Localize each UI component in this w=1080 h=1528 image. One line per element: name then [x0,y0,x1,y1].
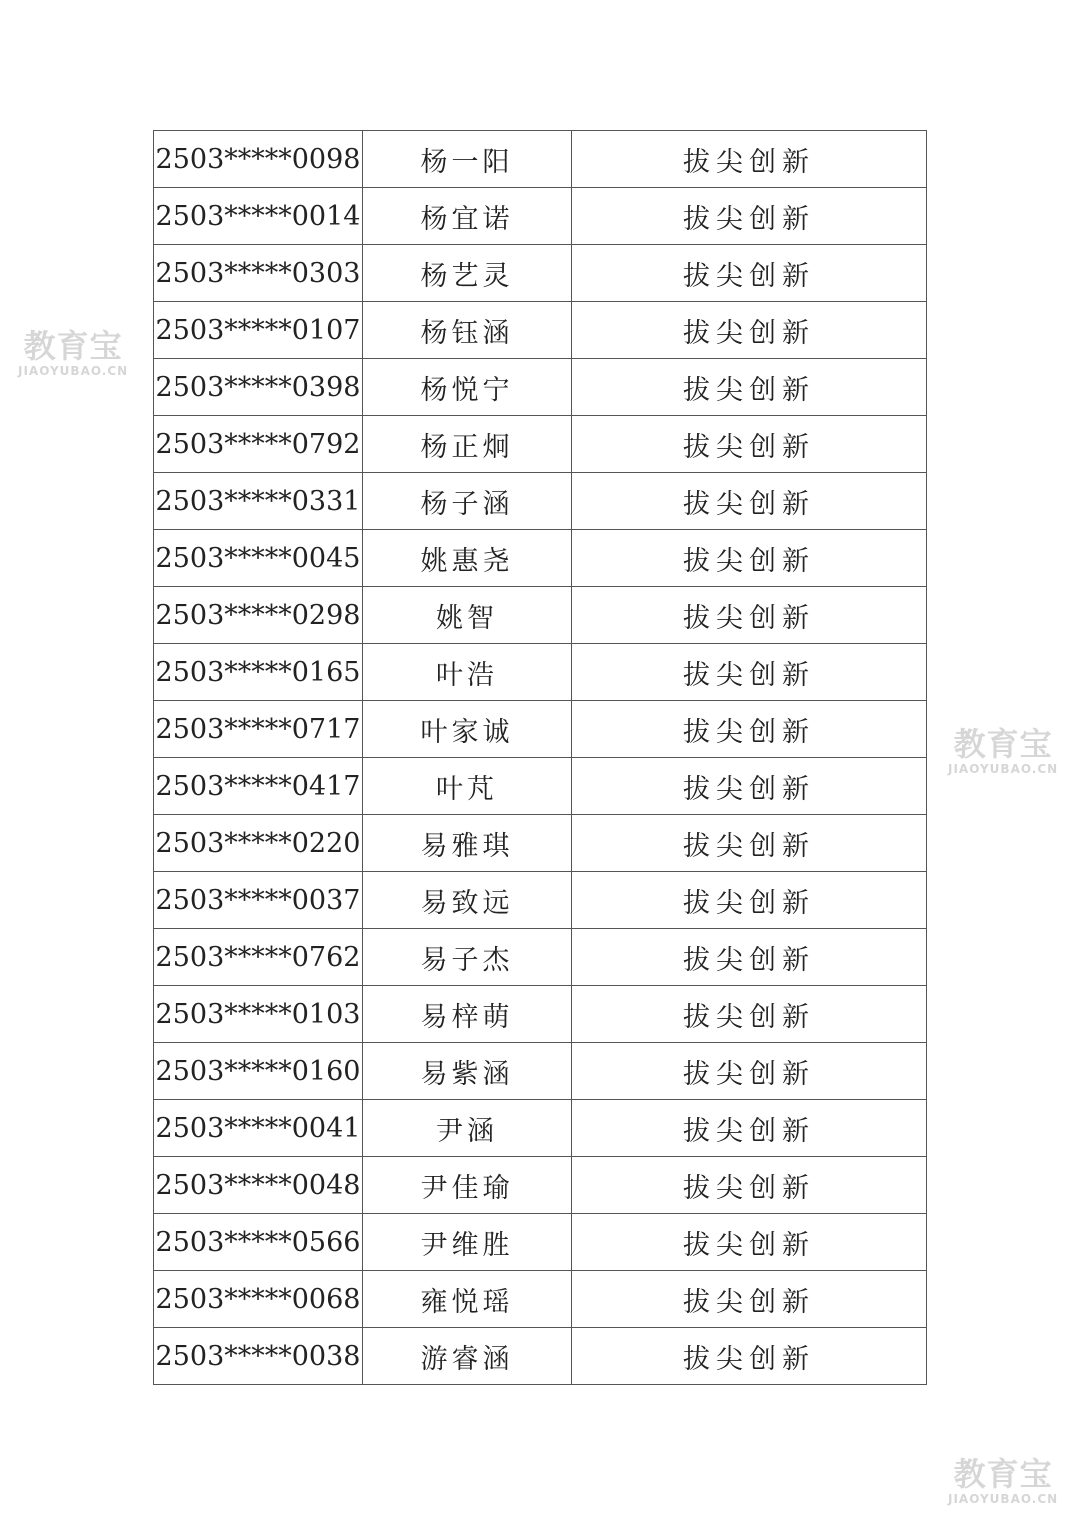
table-row [154,473,927,530]
table-row [154,530,927,587]
student-name-cell: 杨宜诺 [363,188,572,245]
category-cell: 拔尖创新 [572,1328,927,1385]
student-id-cell: 2503*****0398 [154,359,363,416]
category-cell: 拔尖创新 [572,1043,927,1100]
student-list-table [153,130,927,1385]
student-id-cell: 2503*****0014 [154,188,363,245]
student-id-cell: 2503*****0566 [154,1214,363,1271]
student-id-cell: 2503*****0717 [154,701,363,758]
table-row [154,872,927,929]
watermark-domain: JIAOYUBAO.CN [18,364,129,378]
student-id-cell: 2503*****0762 [154,929,363,986]
table-row [154,1271,927,1328]
category-cell: 拔尖创新 [572,1271,927,1328]
watermark-domain: JIAOYUBAO.CN [948,762,1059,776]
watermark-logo [948,1455,1059,1506]
student-id-cell: 2503*****0165 [154,644,363,701]
student-name-cell: 易紫涵 [363,1043,572,1100]
student-name-cell: 尹涵 [363,1100,572,1157]
category-cell: 拔尖创新 [572,188,927,245]
category-cell: 拔尖创新 [572,815,927,872]
table-row [154,815,927,872]
student-name-cell: 游睿涵 [363,1328,572,1385]
student-name-cell: 尹佳瑜 [363,1157,572,1214]
category-cell: 拔尖创新 [572,530,927,587]
student-id-cell: 2503*****0160 [154,1043,363,1100]
watermark-text: 教育宝 [23,327,123,365]
student-id-cell: 2503*****0417 [154,758,363,815]
watermark-text: 教育宝 [953,1455,1053,1493]
category-cell: 拔尖创新 [572,473,927,530]
student-id-cell: 2503*****0220 [154,815,363,872]
student-name-cell: 杨正炯 [363,416,572,473]
student-id-cell: 2503*****0107 [154,302,363,359]
watermark-logo [948,725,1059,776]
student-name-cell: 姚智 [363,587,572,644]
table-row [154,1328,927,1385]
student-name-cell: 杨悦宁 [363,359,572,416]
table-row [154,701,927,758]
category-cell: 拔尖创新 [572,587,927,644]
student-name-cell: 叶芃 [363,758,572,815]
category-cell: 拔尖创新 [572,1214,927,1271]
table-row [154,929,927,986]
table-row [154,188,927,245]
watermark-logo [18,327,129,378]
student-name-cell: 杨一阳 [363,131,572,188]
category-cell: 拔尖创新 [572,359,927,416]
student-id-cell: 2503*****0303 [154,245,363,302]
student-name-cell: 杨子涵 [363,473,572,530]
table-row [154,644,927,701]
table-row [154,986,927,1043]
category-cell: 拔尖创新 [572,644,927,701]
student-name-cell: 易致远 [363,872,572,929]
category-cell: 拔尖创新 [572,1157,927,1214]
category-cell: 拔尖创新 [572,302,927,359]
category-cell: 拔尖创新 [572,701,927,758]
table-row [154,1043,927,1100]
category-cell: 拔尖创新 [572,929,927,986]
student-id-cell: 2503*****0298 [154,587,363,644]
category-cell: 拔尖创新 [572,758,927,815]
watermark-text: 教育宝 [953,725,1053,763]
table-row [154,302,927,359]
student-name-cell: 易雅琪 [363,815,572,872]
table-row [154,131,927,188]
student-id-cell: 2503*****0045 [154,530,363,587]
student-id-cell: 2503*****0048 [154,1157,363,1214]
category-cell: 拔尖创新 [572,245,927,302]
student-id-cell: 2503*****0041 [154,1100,363,1157]
student-id-cell: 2503*****0331 [154,473,363,530]
category-cell: 拔尖创新 [572,131,927,188]
student-id-cell: 2503*****0098 [154,131,363,188]
student-id-cell: 2503*****0068 [154,1271,363,1328]
student-name-cell: 叶浩 [363,644,572,701]
student-name-cell: 易子杰 [363,929,572,986]
student-name-cell: 尹维胜 [363,1214,572,1271]
student-id-cell: 2503*****0103 [154,986,363,1043]
category-cell: 拔尖创新 [572,416,927,473]
student-name-cell: 易梓萌 [363,986,572,1043]
table-row [154,1214,927,1271]
table-row [154,359,927,416]
student-name-cell: 雍悦瑶 [363,1271,572,1328]
student-id-cell: 2503*****0792 [154,416,363,473]
table-row [154,416,927,473]
student-id-cell: 2503*****0037 [154,872,363,929]
category-cell: 拔尖创新 [572,872,927,929]
watermark-domain: JIAOYUBAO.CN [948,1492,1059,1506]
category-cell: 拔尖创新 [572,1100,927,1157]
student-id-cell: 2503*****0038 [154,1328,363,1385]
student-name-cell: 姚惠尧 [363,530,572,587]
category-cell: 拔尖创新 [572,986,927,1043]
student-name-cell: 叶家诚 [363,701,572,758]
table-row [154,245,927,302]
table-row [154,758,927,815]
table-row [154,587,927,644]
table-row [154,1100,927,1157]
table-body [154,131,927,1385]
student-name-cell: 杨艺灵 [363,245,572,302]
table-row [154,1157,927,1214]
student-name-cell: 杨钰涵 [363,302,572,359]
